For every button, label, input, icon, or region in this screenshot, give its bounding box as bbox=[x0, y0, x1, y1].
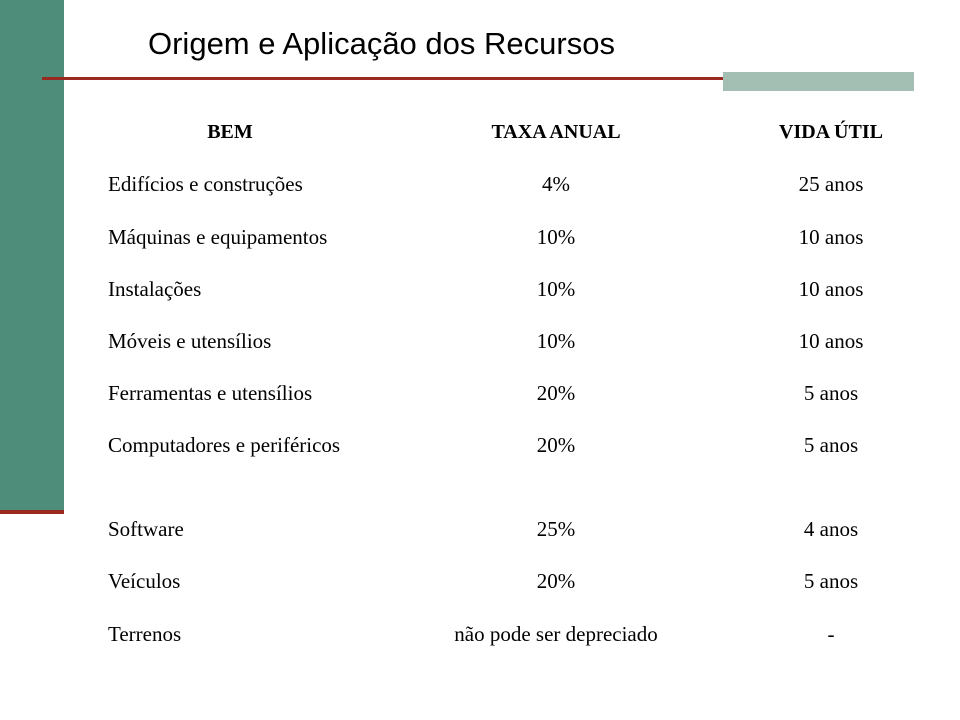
table-row-life: 5 anos bbox=[803, 433, 859, 457]
table-row-rate: 10% bbox=[536, 277, 576, 301]
table-row-rate: 20% bbox=[536, 433, 576, 457]
header-vida-util: VIDA ÚTIL bbox=[779, 121, 883, 143]
table-row-item: Veículos bbox=[108, 569, 181, 593]
table-row-rate: 20% bbox=[536, 569, 576, 593]
page-title: Origem e Aplicação dos Recursos bbox=[148, 26, 615, 61]
table-row-rate: 25% bbox=[536, 517, 576, 541]
table-row-life: 10 anos bbox=[798, 225, 864, 249]
table-row-rate: 20% bbox=[536, 381, 576, 405]
table-row-rate: 10% bbox=[536, 329, 576, 353]
table-row-item: Terrenos bbox=[108, 622, 182, 646]
table-row-rate: 10% bbox=[536, 225, 576, 249]
header-bem: BEM bbox=[207, 121, 253, 143]
table-row-rate: não pode ser depreciado bbox=[454, 622, 658, 646]
table-row-rate: 4% bbox=[542, 172, 570, 196]
table-row-item: Instalações bbox=[108, 277, 202, 301]
table-row-item: Ferramentas e utensílios bbox=[108, 381, 313, 405]
table-row-life: 5 anos bbox=[803, 381, 859, 405]
table-row-life: 10 anos bbox=[798, 329, 864, 353]
table-row-item: Software bbox=[108, 517, 184, 541]
table-row-life: 5 anos bbox=[803, 569, 859, 593]
table-row-item: Computadores e periféricos bbox=[108, 433, 341, 457]
table-row-item: Edifícios e construções bbox=[108, 172, 303, 196]
table-row-item: Máquinas e equipamentos bbox=[108, 225, 328, 249]
header-taxa-anual: TAXA ANUAL bbox=[491, 121, 621, 143]
table-row-life: - bbox=[827, 622, 835, 646]
table-row-life: 4 anos bbox=[803, 517, 859, 541]
table-row-life: 10 anos bbox=[798, 277, 864, 301]
table-row-life: 25 anos bbox=[798, 172, 864, 196]
table-row-item: Móveis e utensílios bbox=[108, 329, 272, 353]
